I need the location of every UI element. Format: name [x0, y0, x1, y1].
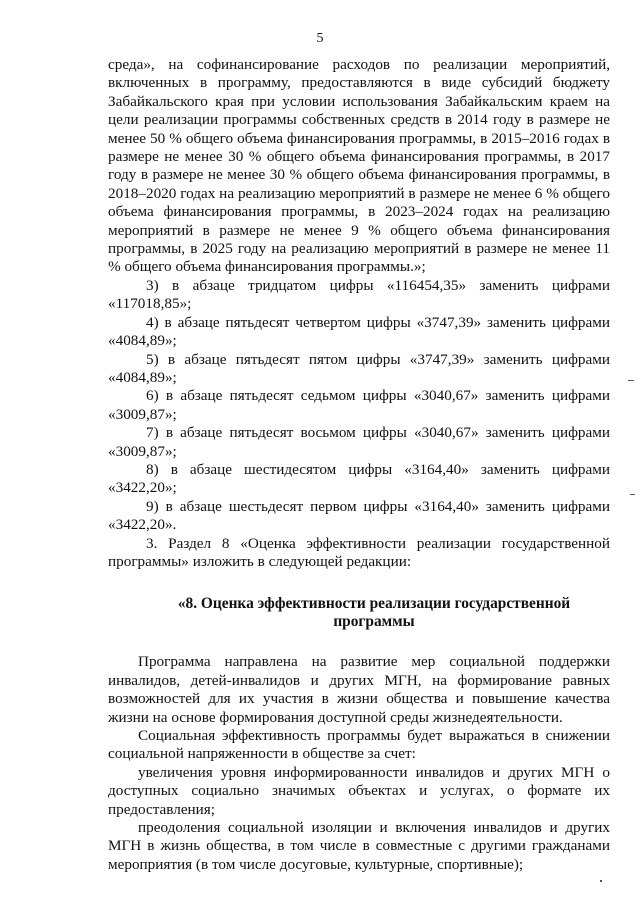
amendment-item: 9) в абзаце шестьдесят первом цифры «3164,40» заменить цифрами «3422,20».: [108, 497, 610, 534]
section-paragraph: Программа направлена на развитие мер социальной поддержки инвалидов, детей-инвалидов и других МГН, на формирование равных возможностей для их участия в жизни общества и повышение качества жизни на основе формирования доступной среды жизнедеятельности.: [108, 653, 610, 726]
amendment-item: 8) в абзаце шестидесятом цифры «3164,40» заменить цифрами «3422,20»;: [108, 460, 610, 497]
page-number: 5: [316, 31, 324, 46]
amendment-item: 3. Раздел 8 «Оценка эффективности реализации государственной программы» изложить в следующей редакции:: [108, 534, 610, 570]
intro-paragraph: среда», на софинансирование расходов по реализации мероприятий, включенных в программу, предоставляются в виде субсидий бюджету Забайкальского края при условии использования Забайкальским краем на цели реализации программы собственных средств в 2014 году в размере не менее 50 % общего объема финансирования программы, в 2015–2016 годах в размере не менее 30 % общего объема финансирования программы, в 2017 году в размере не менее 30 % общего объема финансирования программы, в 2018–2020 годах на реализацию мероприятий в размере не менее 6 % общего объема финансирования программы, в 2023–2024 годах на реализацию мероприятий в размере не менее 9 % общего объема финансирования программы, в 2025 году на реализацию мероприятий в размере не менее 11 % общего объема финансирования программы.»;: [108, 56, 610, 276]
amendment-item: 5) в абзаце пятьдесят пятом цифры «3747,39» заменить цифрами «4084,89»;: [108, 350, 610, 386]
section-paragraph: Социальная эффективность программы будет выражаться в снижении социальной напряженности в обществе за счет:: [108, 727, 610, 763]
scan-mark: [600, 880, 602, 882]
amendment-item: 4) в абзаце пятьдесят четвертом цифры «3747,39» заменить цифрами «4084,89»;: [108, 313, 610, 350]
scan-mark: [628, 380, 634, 381]
section-heading: «8. Оценка эффективности реализации государственной программы: [177, 595, 571, 631]
section-paragraph: увеличения уровня информированности инвалидов и других МГН о доступных социально значимых объектах и услугах, о формате их предоставления;: [108, 763, 610, 818]
section-paragraph: преодоления социальной изоляции и включения инвалидов и других МГН в жизнь общества, в том числе в совместные с другими гражданами мероприятия (в том числе досуговые, культурные, спортивные);: [108, 819, 610, 873]
amendment-item: 3) в абзаце тридцатом цифры «116454,35» заменить цифрами «117018,85»;: [108, 276, 610, 313]
scan-mark: [630, 494, 635, 495]
amendment-item: 6) в абзаце пятьдесят седьмом цифры «3040,67» заменить цифрами «3009,87»;: [108, 387, 610, 423]
document-body: [108, 56, 610, 874]
amendment-item: 7) в абзаце пятьдесят восьмом цифры «3040,67» заменить цифрами «3009,87»;: [108, 424, 610, 460]
